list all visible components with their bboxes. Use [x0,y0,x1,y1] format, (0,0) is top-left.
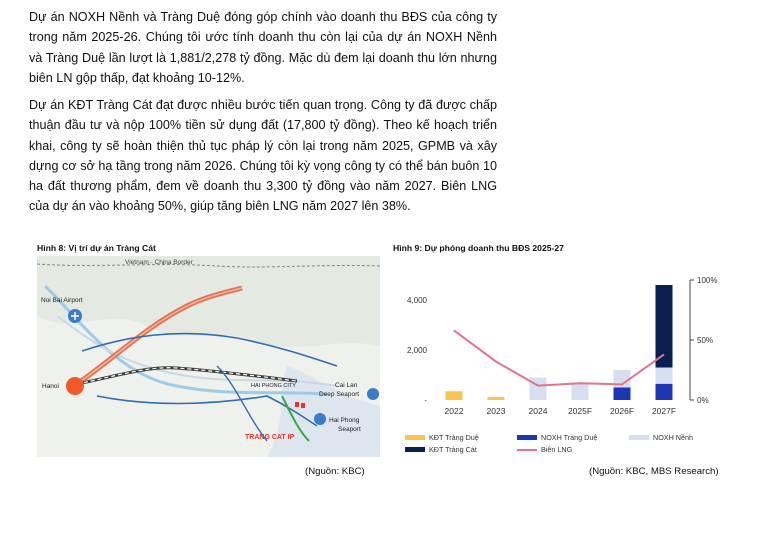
line-bien-lng [454,330,664,385]
legend-noxh-nenh [629,433,693,442]
hanoi-marker [66,377,84,395]
trang-cat-location-map [37,256,380,457]
figure9-title: Hình 9: Dự phóng doanh thu BĐS 2025-27 [393,243,564,253]
bar-noxh-tr-ng-du--2026F [614,388,631,401]
legend-label-noxh-trang-due: NOXH Tràng Duệ [541,433,598,442]
bar-noxh-tr-ng-du--2027F [656,384,673,400]
noibai-label: Noi Bai Airport [41,297,83,304]
legend-swatch-noxh-trang-due [517,435,537,440]
figure9-source: (Nguồn: KBC, MBS Research) [589,466,719,477]
legend-noxh-trang-due [517,433,597,442]
cailan-label: Cai Lan [335,382,358,389]
legend-trang-due [405,433,479,442]
bar-k-t-tr-ng-du--2022 [446,391,463,400]
paragraph-noxh: Dự án NOXH Nềnh và Tràng Duệ đóng góp chính vào doanh thu BĐS của công ty trong năm 2025-26. Chúng tôi ước tính doanh thu còn lại của dự án NOXH Nềnh và Tràng Duệ lần lượt là 1,881/2,278 tỷ đồng. Mặc dù đem lại doanh thu lớn nhưng biên LN gộp thấp, đạt khoảng 10-12%. [29,10,497,85]
cailan-port-icon [367,388,379,400]
trang-cat-marker-2 [301,403,305,408]
border-label: Vietnam - China Border [125,259,193,266]
x-tick-label: 2026F [609,406,635,416]
x-tick-label: 2022 [444,406,464,416]
legend-swatch-trang-cat [405,447,425,452]
x-tick-label: 2025F [567,406,593,416]
legend-line-bien-lng [517,449,537,451]
legend-label-noxh-nenh: NOXH Nềnh [653,433,693,442]
chart-legend [405,433,735,457]
figure8-title: Hình 8: Vị trí dự án Tràng Cát [37,243,156,253]
x-tick-label: 2027F [651,406,677,416]
bar-k-t-tr-ng-du--2023 [488,397,505,400]
y-right-tick-label: 100% [697,276,718,285]
legend-bien-lng [517,445,572,454]
deep-seaport-label: Deep Seaport [319,391,360,398]
paragraph-trang-cat: Dự án KĐT Tràng Cát đạt được nhiều bước tiến quan trọng. Công ty đã được chấp thuận đầu tư và nộp 100% tiền sử dụng đất (17,800 tỷ đồng). Theo kế hoạch triển khai, công ty sẽ hoàn thiện thủ tục pháp lý còn lại trong năm 2025, GPMB và xây dựng cơ sở hạ tầng trong năm 2026. Chúng tôi kỳ vọng công ty có thể bán buôn 10 ha đất thương phẩm, đem về doanh thu 3,300 tỷ đồng vào năm 2027. Biên LNG của dự án vào khoảng 50%, giúp tăng biên LNG năm 2027 lên 38%. [29,98,497,214]
seaport-label: Seaport [338,426,361,433]
hanoi-label: Hanoi [42,383,59,390]
legend-label-bien-lng: Biên LNG [541,445,573,454]
map-graphic [37,256,380,457]
y-left-tick-label: 4,000 [406,296,427,305]
haiphong-city-label: HAI PHONG CITY [251,383,296,389]
trang-cat-label: TRANG CAT IP [245,434,295,441]
x-tick-label: 2023 [486,406,506,416]
y-left-tick-label: 2,000 [406,346,427,355]
bar-noxh-n-nh-2024 [530,378,547,401]
haiphong-port-label: Hai Phong [329,417,360,424]
y-right-tick-label: 0% [697,396,709,405]
bar-noxh-n-nh-2027F [656,368,673,384]
haiphong-port-icon [314,413,326,425]
x-tick-label: 2024 [528,406,548,416]
legend-swatch-trang-due [405,435,425,440]
legend-label-trang-cat: KĐT Tràng Cát [429,445,477,454]
legend-swatch-noxh-nenh [629,435,649,440]
legend-label-trang-due: KĐT Tràng Duệ [429,433,479,442]
y-right-tick-label: 50% [697,336,714,345]
bar-noxh-n-nh-2025F [572,383,589,401]
figure8-source: (Nguồn: KBC) [305,466,365,477]
trang-cat-marker-1 [295,402,299,407]
legend-trang-cat [405,445,477,454]
y-left-tick-label: - [424,396,427,405]
